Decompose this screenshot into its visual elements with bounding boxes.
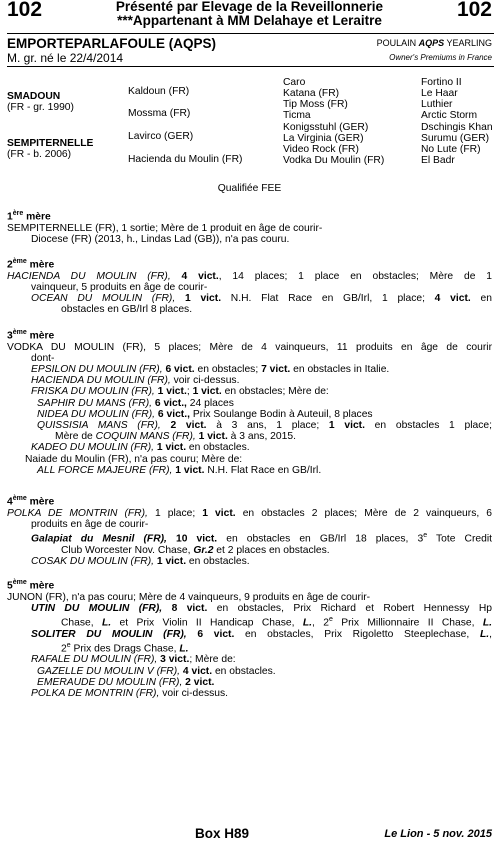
grand-produce-record: EMERAUDE DU MOULIN (FR), 2 vict. — [37, 676, 215, 688]
premium-label: Owner's Premiums in France — [389, 53, 492, 62]
lot-number-right: 102 — [456, 0, 492, 21]
top-rule — [7, 33, 494, 34]
pedigree-rule — [7, 66, 494, 67]
gen3-item: La Virginia (GER) — [283, 133, 364, 144]
gen2-item: Hacienda du Moulin (FR) — [128, 154, 243, 165]
gen3-item: Caro — [283, 77, 306, 88]
produce-record: KADEO DU MOULIN (FR), 1 vict. en obstacles. — [31, 442, 250, 454]
dam-record: JUNON (FR), n'a pas couru; Mère de 4 vainqueurs, 9 produits en âge de courir- — [7, 591, 371, 603]
age-label: YEARLING — [446, 38, 492, 48]
produce-record: Diocese (FR) (2013, h., Lindas Lad (GB)), n'a pas couru. — [31, 233, 290, 245]
produce-record: OCEAN DU MOULIN (FR), 1 vict. N.H. Flat Race en GB/Irl, 1 place; 4 vict. en — [31, 293, 492, 305]
section-heading: 5ème mère — [7, 579, 55, 592]
gen4-item: Luthier — [421, 99, 453, 110]
horse-name: EMPORTEPARLAFOULE (AQPS) — [7, 36, 216, 51]
section-1st-dam — [7, 208, 492, 245]
gen3-item: Katana (FR) — [283, 88, 340, 99]
sire-name: SMADOUN — [7, 91, 61, 102]
section-3rd-dam — [7, 327, 492, 476]
produce-record-cont: Chase, L. et Prix Violin II Handicap Chase, L., 2e Prix Millionnaire II Chase, L. — [61, 616, 492, 629]
section-heading: 2ème mère — [7, 258, 55, 271]
produce-record: UTIN DU MOULIN (FR), 8 vict. en obstacles, Prix Richard et Robert Hennessy Hp — [31, 602, 493, 614]
gen2-item: Kaldoun (FR) — [128, 86, 190, 97]
gen4-item: Le Haar — [421, 88, 458, 99]
consignor-line: Présenté par Elevage de la Reveillonnerie — [115, 0, 384, 14]
sale-info: Le Lion - 5 nov. 2015 — [384, 828, 492, 840]
dam-record: HACIENDA DU MOULIN (FR), 4 vict., 14 places; 1 place en obstacles; Mère de 1 — [7, 270, 492, 282]
qualification-label: Qualifiée FEE — [217, 183, 282, 194]
gen3-item: Tip Moss (FR) — [283, 99, 348, 110]
section-4th-dam — [7, 493, 492, 567]
produce-record: POLKA DE MONTRIN (FR), voir ci-dessus. — [31, 688, 229, 700]
section-5th-dam — [7, 577, 492, 699]
section-heading: 4ème mère — [7, 495, 55, 508]
dam-info: (FR - b. 2006) — [7, 149, 72, 160]
box-number: Box H89 — [195, 826, 250, 841]
produce-record-cont: obstacles en GB/Irl 8 places. — [61, 304, 193, 316]
section-2nd-dam — [7, 256, 492, 315]
grand-produce-record: SAPHIR DU MANS (FR), 6 vict., 24 places — [37, 397, 234, 409]
produce-record-cont: Club Worcester Nov. Chase, Gr.2 et 2 places en obstacles. — [61, 544, 330, 556]
grand-produce-record: QUISSISIA MANS (FR), 2 vict. à 3 ans, 1 place; 1 vict. en obstacles 1 place; — [37, 420, 492, 432]
gen2-item: Lavirco (GER) — [128, 131, 194, 142]
sire-info: (FR - gr. 1990) — [7, 102, 74, 113]
produce-record: FRISKA DU MOULIN (FR), 1 vict.; 1 vict. en obstacles; Mère de: — [31, 386, 329, 398]
grand-produce-record: ALL FORCE MAJEURE (FR), 1 vict. N.H. Flat Race en GB/Irl. — [37, 464, 322, 476]
gen3-item: Vodka Du Moulin (FR) — [283, 155, 385, 166]
dam-record: VODKA DU MOULIN (FR), 5 places; Mère de 4 vainqueurs, 11 produits en âge de courir — [7, 341, 492, 353]
dam-name: SEMPITERNELLE — [7, 138, 94, 149]
dam-record-cont: vainqueur, 5 produits en âge de courir- — [31, 281, 208, 293]
dam-record: SEMPITERNELLE (FR), 1 sortie; Mère de 1 produit en âge de courir- — [7, 222, 323, 234]
sex-label: POULAIN — [376, 38, 417, 48]
grand-produce-record: NIDEA DU MOULIN (FR), 6 vict., Prix Soulange Bodin à Auteuil, 8 places — [37, 408, 373, 420]
dam-record-cont: produits en âge de courir- — [31, 518, 149, 530]
produce-record: RAFALE DU MOULIN (FR), 3 vict.; Mère de: — [31, 654, 236, 666]
produce-record-cont: 2e Prix des Drags Chase, L. — [61, 641, 189, 655]
produce-record: COSAK DU MOULIN (FR), 1 vict. en obstacles. — [31, 555, 250, 567]
gen4-item: Dschingis Khan — [421, 122, 493, 133]
gen4-item: El Badr — [421, 155, 455, 166]
gen2-item: Mossma (FR) — [128, 108, 191, 119]
gen4-item: No Lute (FR) — [421, 144, 481, 155]
grand-produce-record-cont: Mère de COQUIN MANS (FR), 1 vict. à 3 ans, 2015. — [55, 431, 296, 443]
produce-record: Naiade du Moulin (FR), n'a pas couru; Mère de: — [25, 453, 243, 465]
grand-produce-record: GAZELLE DU MOULIN V (FR), 4 vict. en obstacles. — [37, 665, 276, 677]
gen4-item: Fortino II — [421, 77, 462, 88]
section-heading: 3ème mère — [7, 329, 55, 342]
gen3-item: Ticma — [283, 110, 311, 121]
gen4-item: Surumu (GER) — [421, 133, 490, 144]
produce-record: SOLITER DU MOULIN (FR), 6 vict. en obstacles, Prix Rigoletto Steeplechase, L., — [31, 628, 492, 640]
section-heading: 1ère mère — [7, 210, 51, 223]
gen3-item: Konigsstuhl (GER) — [283, 122, 369, 133]
horse-birth: M. gr. né le 22/4/2014 — [7, 51, 124, 65]
dam-record-cont: dont- — [31, 352, 55, 364]
produce-record: Galapiat du Mesnil (FR), 10 vict. en obstacles en GB/Irl 18 places, 3e Tote Credit — [31, 532, 493, 545]
breed-label: AQPS — [418, 38, 445, 48]
owner-line: ***Appartenant à MM Delahaye et Leraitre — [117, 13, 382, 28]
horse-category — [377, 38, 492, 48]
gen4-item: Arctic Storm — [421, 110, 478, 121]
lot-number-left: 102 — [7, 0, 43, 21]
dam-record: POLKA DE MONTRIN (FR), 1 place; 1 vict. en obstacles 2 places; Mère de 2 vainqueurs, 6 — [7, 507, 492, 519]
produce-record: HACIENDA DU MOULIN (FR), voir ci-dessus. — [31, 375, 240, 387]
gen3-item: Video Rock (FR) — [283, 144, 359, 155]
produce-record: EPSILON DU MOULIN (FR), 6 vict. en obstacles; 7 vict. en obstacles in Italie. — [31, 364, 390, 376]
